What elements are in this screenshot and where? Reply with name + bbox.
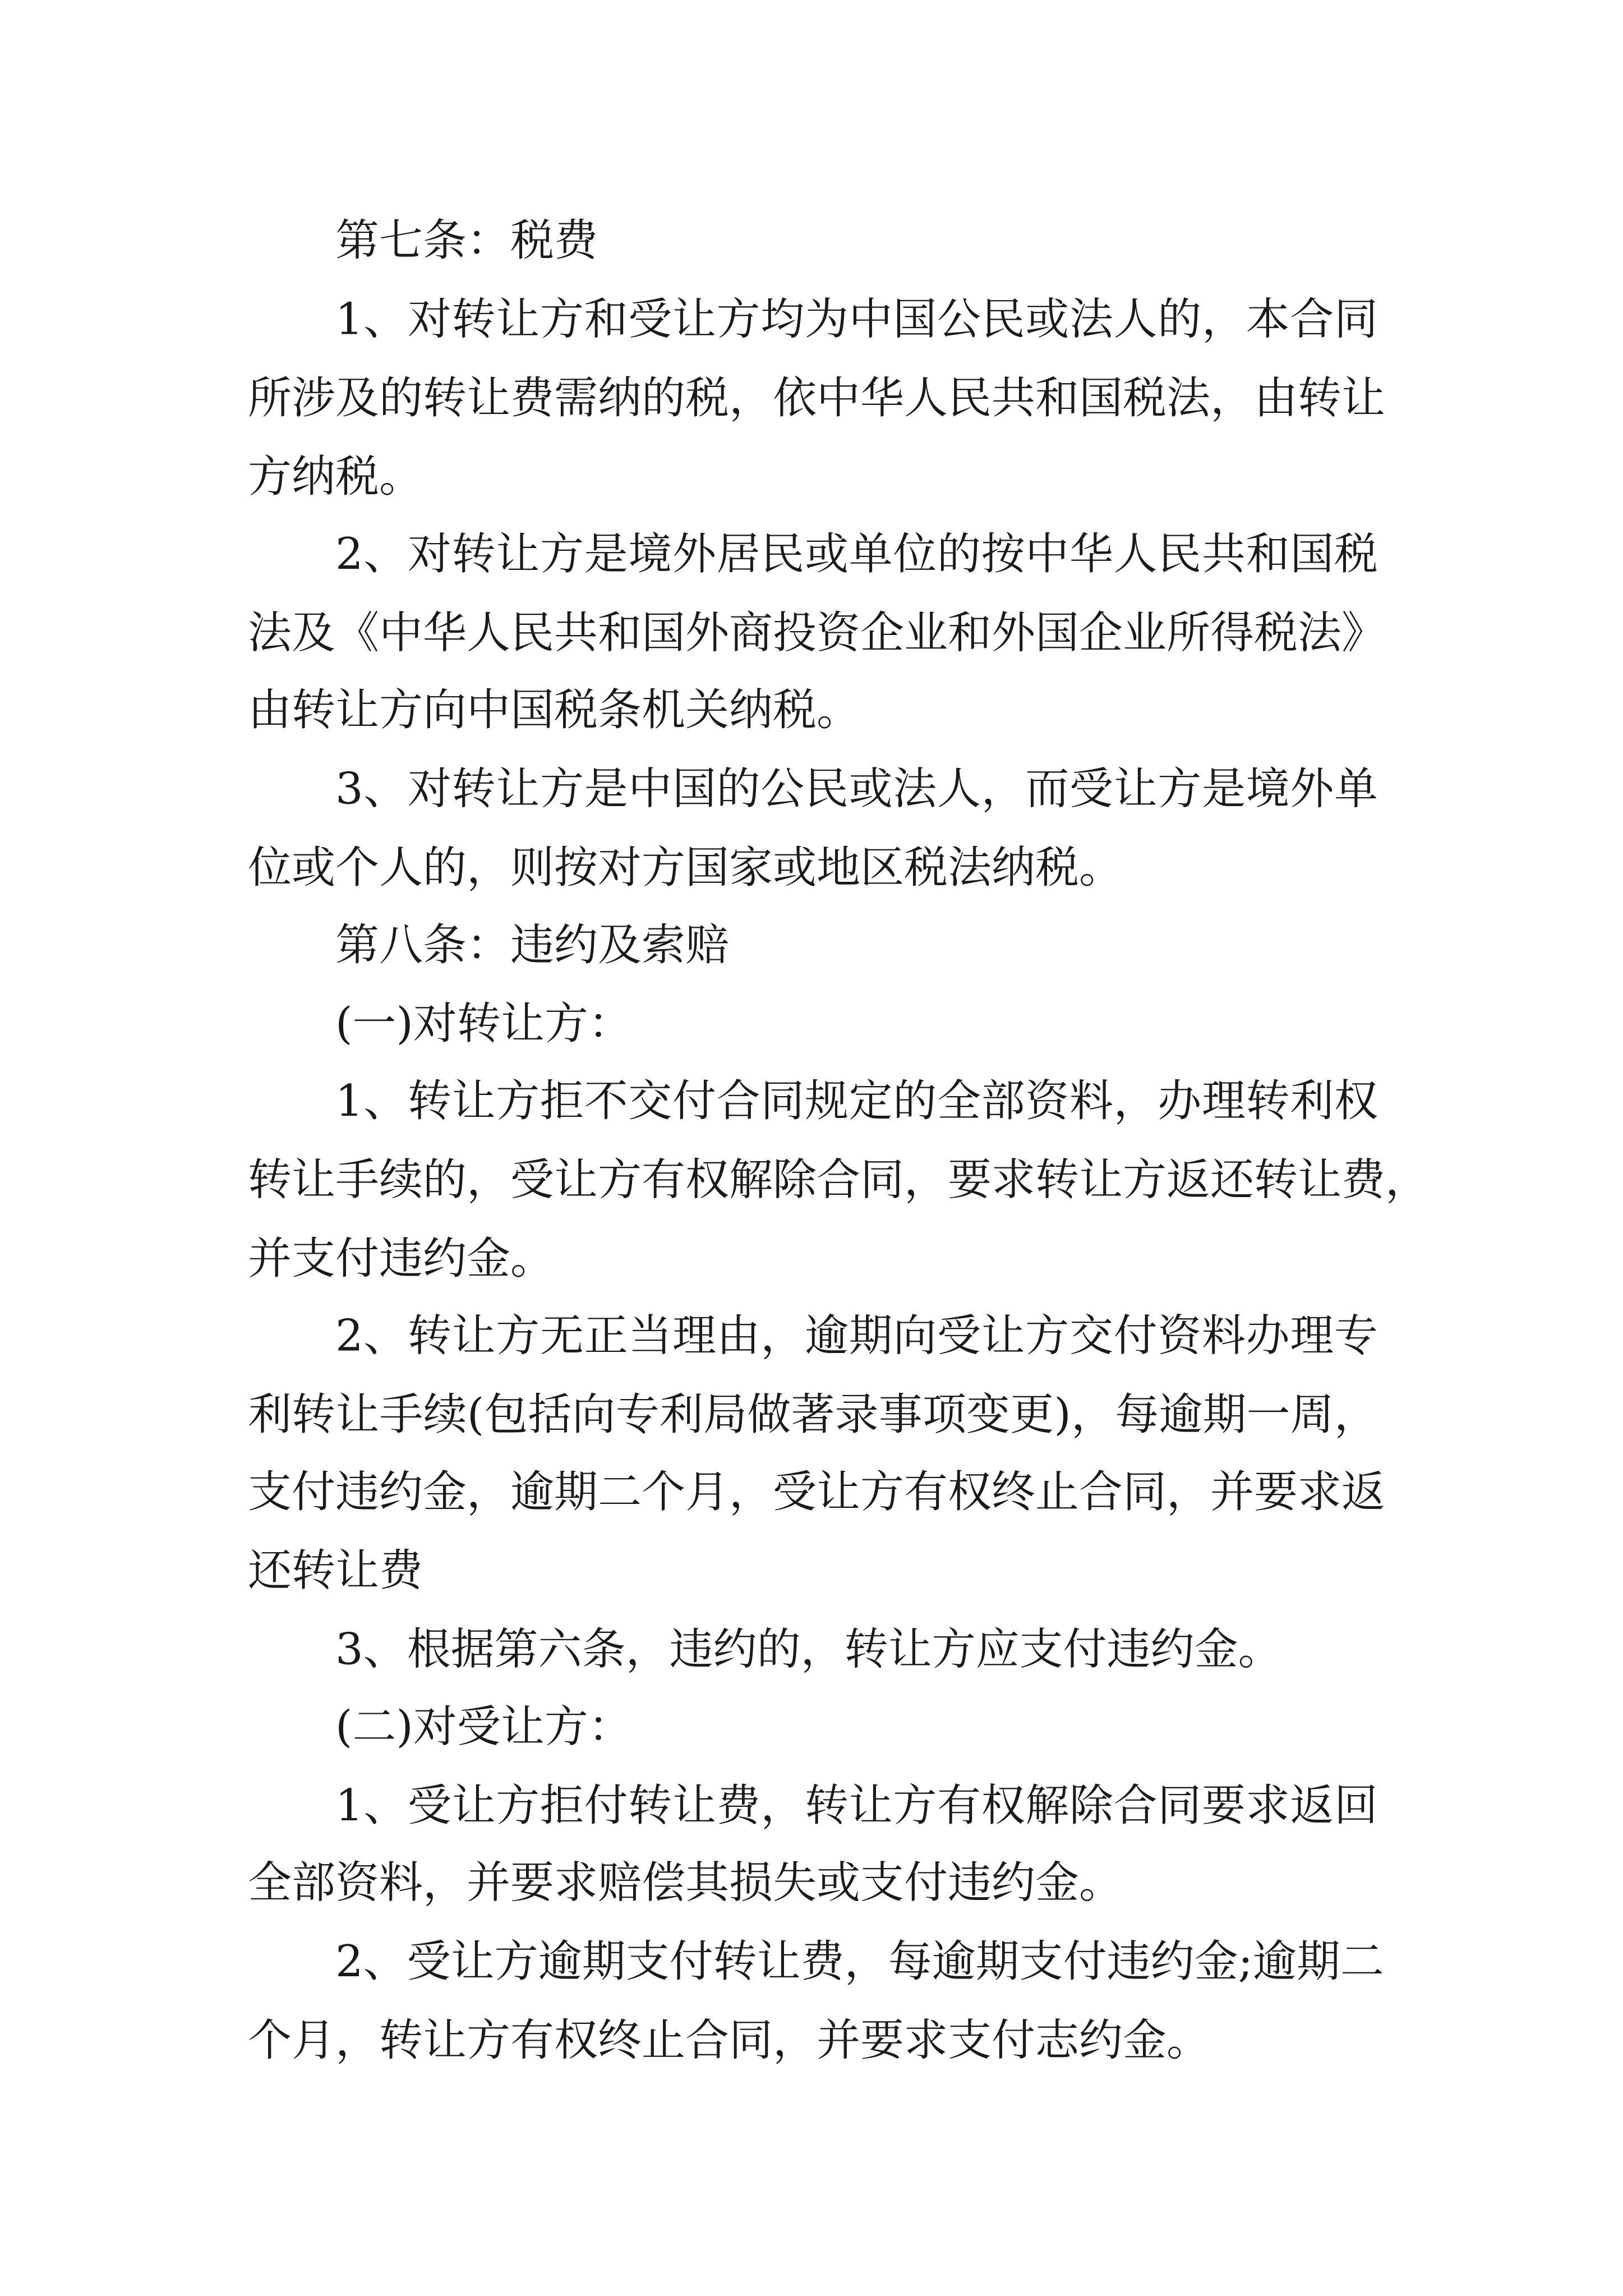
- paragraph-line: 全部资料，并要求赔偿其损失或支付违约金。: [247, 1858, 1123, 1910]
- paragraph-line: 个月，转让方有权终止合同，并要求支付志约金。: [247, 2016, 1210, 2067]
- paragraph-line: 法及《中华人民共和国外商投资企业和外国企业所得税法》: [247, 608, 1385, 660]
- paragraph-line: 1、转让方拒不交付合同规定的全部资料，办理转利权: [335, 1076, 1378, 1128]
- article-8-heading: 第八条：违约及索赔: [335, 920, 729, 972]
- paragraph-line: 2、对转让方是境外居民或单位的按中华人民共和国税: [335, 529, 1378, 581]
- paragraph-line: 1、受让方拒付转让费，转让方有权解除合同要求返回: [335, 1780, 1378, 1832]
- article-7-heading: 第七条：税费: [335, 215, 598, 267]
- paragraph-line: 方纳税。: [247, 452, 423, 503]
- paragraph-line: 利转让手续(包括向专利局做著录事项变更)，每逾期一周，: [247, 1389, 1378, 1441]
- paragraph-line: 转让手续的，受让方有权解除合同，要求转让方返还转让费，: [247, 1155, 1429, 1207]
- paragraph-line: 所涉及的转让费需纳的税，依中华人民共和国税法，由转让: [247, 373, 1385, 425]
- paragraph-line: 由转让方向中国税条机关纳税。: [247, 685, 860, 737]
- subsection-heading: (一)对转让方：: [335, 999, 632, 1050]
- paragraph-line: 并支付违约金。: [247, 1234, 554, 1285]
- paragraph-line: 位或个人的，则按对方国家或地区税法纳税。: [247, 843, 1123, 894]
- paragraph-line: 3、对转让方是中国的公民或法人，而受让方是境外单: [335, 764, 1378, 816]
- subsection-heading: (二)对受让方：: [335, 1702, 632, 1754]
- paragraph-line: 支付违约金，逾期二个月，受让方有权终止合同，并要求返: [247, 1467, 1385, 1519]
- paragraph-line: 还转让费: [247, 1546, 423, 1597]
- paragraph-line: 1、对转让方和受让方均为中国公民或法人的，本合同: [335, 295, 1378, 346]
- paragraph-line: 2、受让方逾期支付转让费，每逾期支付违约金;逾期二: [335, 1936, 1384, 1988]
- paragraph-line: 2、转让方无正当理由，逾期向受让方交付资料办理专: [335, 1311, 1378, 1363]
- paragraph-line: 3、根据第六条，违约的，转让方应支付违约金。: [335, 1625, 1282, 1676]
